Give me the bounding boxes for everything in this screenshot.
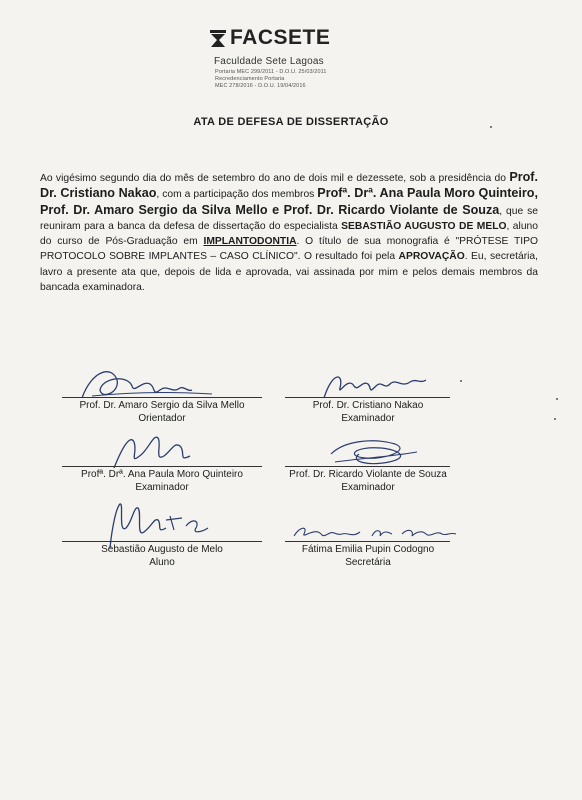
body-text-3: , que se reuniram para a banca da defesa de dissertação do especialista — [40, 205, 538, 232]
signatory-role: Examinador — [135, 482, 189, 493]
scan-speck — [460, 380, 462, 382]
signatory-name: Sebastião Augusto de Melo — [101, 544, 223, 555]
letterhead-line-2: Recredenciamento Portaria — [215, 76, 285, 82]
signatory-sebastiao — [42, 543, 282, 569]
facsete-emblem-icon — [210, 30, 226, 48]
signatory-role: Aluno — [149, 557, 175, 568]
course-name: IMPLANTODONTIA — [203, 236, 297, 248]
scan-speck — [490, 126, 492, 128]
signatory-role: Orientador — [138, 413, 186, 424]
scan-speck — [554, 418, 556, 420]
signature-line-ana-paula — [62, 466, 262, 467]
signatory-ana-paula — [42, 468, 282, 494]
facsete-logo — [210, 28, 350, 50]
signatory-name: Prof. Dr. Cristiano Nakao — [312, 400, 424, 411]
body-text-4: , aluno do curso de Pós-Graduação em — [40, 220, 538, 248]
letterhead-line-1: Portaria MEC 299/2011 - D.O.U. 25/03/2011 — [215, 69, 327, 75]
signatory-name: Prof. Dr. Amaro Sergio da Silva Mello — [79, 400, 245, 411]
signature-line-sebastiao — [62, 541, 262, 542]
signature-ricardo — [325, 434, 425, 468]
body-text-2: , com a participação dos membros — [156, 189, 318, 201]
signatory-name: Fátima Emilia Pupin Codogno — [301, 544, 435, 555]
body-text-1: Ao vigésimo segundo dia do mês de setembro do ano de dois mil e dezessete, sob a presidência do — [40, 173, 510, 184]
president-name: Prof. Dr. Cristiano Nakao — [40, 170, 538, 201]
signature-line-ricardo — [285, 466, 450, 467]
signatory-role: Secretária — [345, 557, 391, 568]
signatory-role: Examinador — [341, 413, 395, 424]
signature-line-nakao — [285, 397, 450, 398]
minutes-paragraph — [40, 170, 538, 295]
signatory-nakao — [258, 399, 478, 425]
letterhead-line-3: MEC 278/2016 - D.O.U. 19/04/2016 — [215, 83, 306, 89]
body-text-5: . O título de sua monografia é "PRÓTESE TIPO PROTOCOLO SOBRE IMPLANTES – CASO CLÍNICO". O resultado foi pela — [40, 236, 538, 263]
signatory-name: Prof. Dr. Ricardo Violante de Souza — [289, 469, 447, 480]
signature-line-fatima — [285, 541, 450, 542]
scan-speck — [556, 398, 558, 400]
signatory-ricardo — [258, 468, 478, 494]
body-text-6: . Eu, secretária, lavro a presente ata que, depois de lida e aprovada, vai assinada por mim e pelos demais membros da bancada examinadora. — [40, 251, 539, 294]
result: APROVAÇÃO — [398, 251, 465, 263]
signatory-role: Examinador — [341, 482, 395, 493]
signatory-fatima — [258, 543, 478, 569]
committee-members: Profª. Drª. Ana Paula Moro Quinteiro, Prof. Dr. Amaro Sergio da Silva Mello e Prof. Dr. Ricardo Violante de Souza — [40, 186, 539, 217]
student-name: SEBASTIÃO AUGUSTO DE MELO — [341, 220, 507, 232]
signature-line-amaro — [62, 397, 262, 398]
document-title: ATA DE DEFESA DE DISSERTAÇÃO — [193, 116, 389, 128]
logo-subtitle: Faculdade Sete Lagoas — [214, 56, 324, 67]
signatory-amaro — [42, 399, 282, 425]
signatory-name: Profª. Drª. Ana Paula Moro Quinteiro — [81, 469, 243, 480]
logo-name: FACSETE — [230, 26, 331, 49]
